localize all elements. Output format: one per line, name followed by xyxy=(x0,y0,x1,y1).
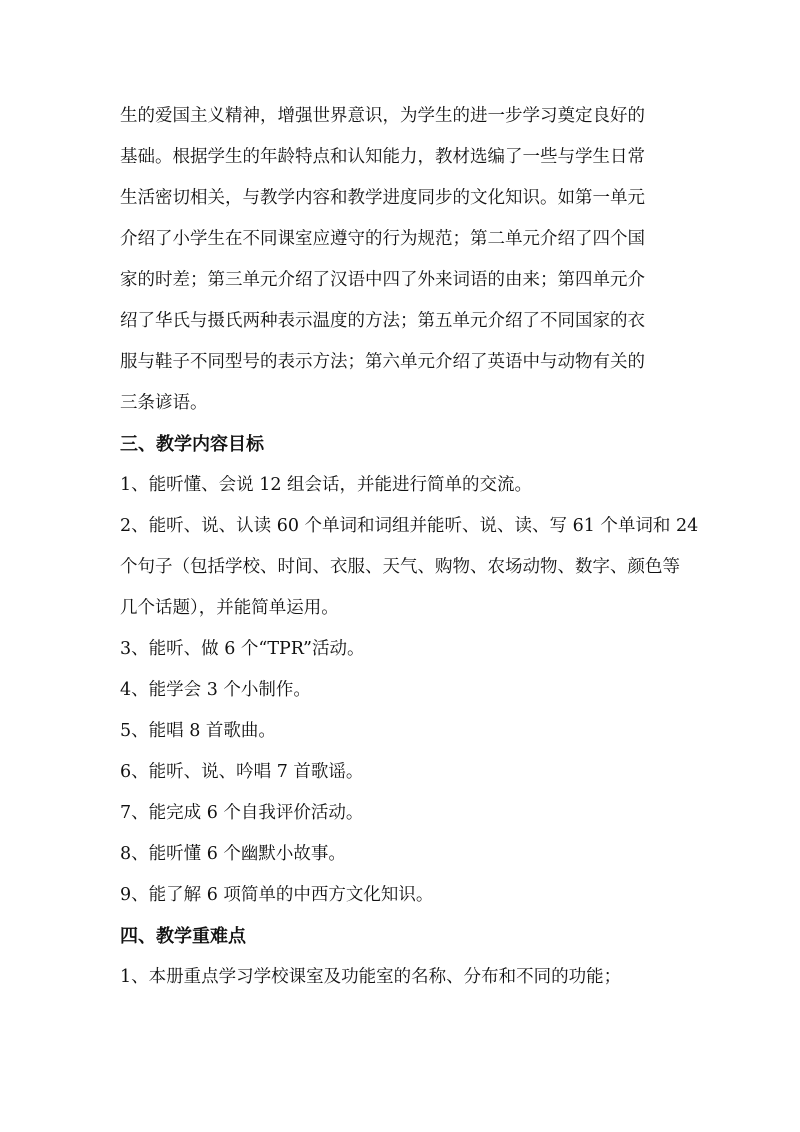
intro-line: 基础。根据学生的年龄特点和认知能力，教材选编了一些与学生日常 xyxy=(120,147,645,167)
goal-item-6: 6、能听、说、吟唱 7 首歌谣。 xyxy=(120,762,364,782)
goal-item-1: 1、能听懂、会说 12 组会话，并能进行简单的交流。 xyxy=(120,475,533,495)
intro-paragraph xyxy=(120,96,690,424)
goal-item-2-line: 个句子（包括学校、时间、衣服、天气、购物、农场动物、数字、颜色等 xyxy=(120,557,680,577)
goal-item-9: 9、能了解 6 项简单的中西方文化知识。 xyxy=(120,885,434,905)
intro-line: 服与鞋子不同型号的表示方法；第六单元介绍了英语中与动物有关的 xyxy=(120,352,645,372)
section-heading-key-difficulties: 四、教学重难点 xyxy=(120,926,246,947)
goal-item-3: 3、能听、做 6 个“TPR”活动。 xyxy=(120,639,365,659)
section-heading-teaching-goals: 三、教学内容目标 xyxy=(120,434,264,455)
intro-line: 家的时差；第三单元介绍了汉语中四了外来词语的由来；第四单元介 xyxy=(120,270,645,290)
goal-item-2-line: 几个话题），并能简单运用。 xyxy=(120,598,339,618)
intro-line: 生的爱国主义精神，增强世界意识，为学生的进一步学习奠定良好的 xyxy=(120,106,645,126)
goals-list xyxy=(120,465,699,916)
goal-item-5: 5、能唱 8 首歌曲。 xyxy=(120,721,276,741)
goal-item-8: 8、能听懂 6 个幽默小故事。 xyxy=(120,844,346,864)
intro-line: 绍了华氏与摄氏两种表示温度的方法；第五单元介绍了不同国家的衣 xyxy=(120,311,645,331)
difficulties-list xyxy=(120,957,690,998)
goal-item-7: 7、能完成 6 个自我评价活动。 xyxy=(120,803,364,823)
difficulty-item-1: 1、本册重点学习学校课室及功能室的名称、分布和不同的功能； xyxy=(120,967,622,987)
intro-line: 生活密切相关，与教学内容和教学进度同步的文化知识。如第一单元 xyxy=(120,188,645,208)
document-body xyxy=(120,96,699,998)
goal-item-4: 4、能学会 3 个小制作。 xyxy=(120,680,311,700)
goal-item-2-line: 2、能听、说、认读 60 个单词和词组并能听、说、读、写 61 个单词和 24 xyxy=(120,516,699,536)
intro-line: 三条谚语。 xyxy=(120,393,208,413)
intro-line: 介绍了小学生在不同课室应遵守的行为规范；第二单元介绍了四个国 xyxy=(120,229,645,249)
